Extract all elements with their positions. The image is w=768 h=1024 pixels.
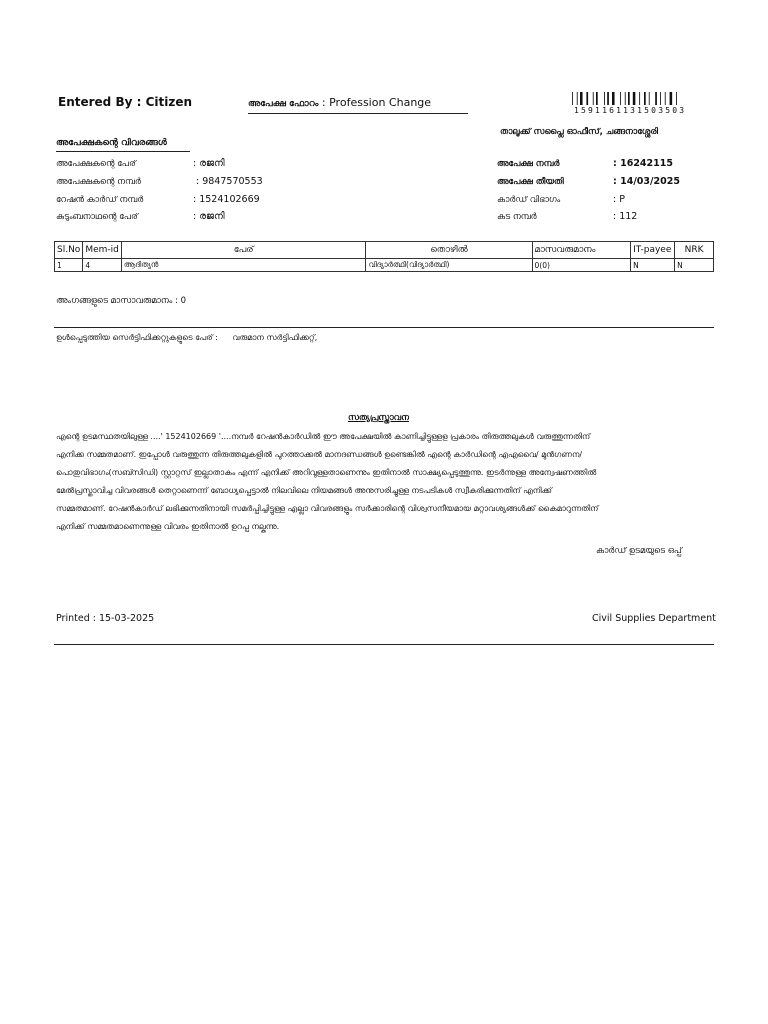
cell-sl-no: 1 bbox=[55, 259, 83, 272]
header-it-payee: IT-payee bbox=[631, 242, 675, 259]
cell-name: ആദിത്യൻ bbox=[121, 259, 366, 272]
applicant-name-label: അപേക്ഷകന്റെ പേര് bbox=[56, 159, 136, 169]
declaration-line: എന്റെ ഉടമസ്ഥതയിലുള്ള ....' 1524102669 '....നമ്പർ റേഷൻകാർഡിൽ ഈ അപേക്ഷയിൽ കാണിച്ചിട്ടുള്ളള പ്രകാരം തിരുത്തലുകൾ വരുത്തുന്നതിന് bbox=[56, 432, 591, 441]
ration-card-label: റേഷൻ കാർഡ് നമ്പർ bbox=[56, 195, 144, 205]
applicant-phone-value: : 9847570553 bbox=[196, 176, 263, 187]
ration-card-value: : 1524102669 bbox=[193, 194, 260, 205]
card-owner-signature: കാർഡ് ഉടമയുടെ ഒപ്പ് bbox=[596, 546, 682, 556]
cell-monthly-income: 0(0) bbox=[532, 259, 631, 272]
card-category-value: : P bbox=[613, 194, 625, 205]
form-type-value: : Profession Change bbox=[318, 96, 432, 109]
declaration-line: എനിക്ക സമ്മതമാണ്. ഇപ്പോൾ വരുത്തുന്ന തിരുത്തലുകളിൽ പുറത്താക്കൽ മാനദണ്ഡങ്ങൾ ഉണ്ടെങ്കിൽ എന്റെ കാർഡിന്റെ എഎവൈ/ മുൻഗണന/ bbox=[56, 450, 583, 459]
header-mem-id: Mem-id bbox=[83, 242, 122, 259]
printed-date: Printed : 15-03-2025 bbox=[56, 613, 155, 624]
declaration-line: മേൽപ്രസ്താവിച്ച വിവരങ്ങൾ തെറ്റാണെന്ന് ബോധ്യപ്പെട്ടാൽ നിലവിലെ നിയമങ്ങൾ അനുസരിച്ചുള്ള നടപടികൾ സ്വീകരിക്കുന്നതിന് എനിക്ക് bbox=[56, 486, 552, 495]
certificates-value: വരുമാന സർട്ടിഫിക്കറ്റ്, bbox=[232, 333, 318, 342]
department-name: Civil Supplies Department bbox=[592, 613, 716, 624]
declaration-line: സമ്മതമാണ്. റേഷൻകാർഡ് ലഭിക്കുന്നതിനായി സമർപ്പിച്ചിട്ടുള്ള എല്ലാ വിവരങ്ങളും സർക്കാരിന്റെ വിശ്വസനീയമായ മറ്റാവശ്യങ്ങൾക്ക് കൈമാറുന്നതിന് bbox=[56, 504, 599, 513]
entered-by: Entered By : Citizen bbox=[58, 95, 192, 109]
application-no-value: : 16242115 bbox=[613, 158, 673, 169]
cell-nrk: N bbox=[675, 259, 714, 272]
header-sl-no: Sl.No bbox=[55, 242, 83, 259]
barcode bbox=[572, 92, 707, 105]
shop-number-label: കട നമ്പർ bbox=[497, 212, 537, 222]
header-name: പേര് bbox=[121, 242, 366, 259]
header-nrk: NRK bbox=[675, 242, 714, 259]
application-date-value: : 14/03/2025 bbox=[613, 176, 680, 187]
applicant-phone-label: അപേക്ഷകന്റെ നമ്പർ bbox=[56, 177, 141, 187]
declaration-text bbox=[56, 428, 716, 536]
applicant-name-value: : രജനി bbox=[193, 158, 225, 169]
table-row bbox=[55, 259, 714, 272]
shop-number-value: : 112 bbox=[613, 211, 638, 222]
cell-mem-id: 4 bbox=[83, 259, 122, 272]
members-monthly-income: അംഗങ്ങളുടെ മാസാവരുമാനം : 0 bbox=[56, 296, 186, 306]
certificates-label: ഉൾപ്പെടുത്തിയ സെർട്ടിഫിക്കറ്റുകളുടെ പേര് : bbox=[56, 333, 218, 342]
declaration-line: പൊതുവിഭാഗം(സബ്സിഡി) സ്റ്റാറ്റസ് ഇല്ലാതാകം എന്ന് എനിക്ക് അറിവുള്ളതാണെന്നും ഇതിനാൽ സാക്ഷ്യപ്പെടുത്തുന്നു. ഇടർന്നുള്ള അന്വേഷണത്തിൽ bbox=[56, 468, 597, 477]
cell-occupation: വിദ്യാർത്ഥി(വിദ്യാർത്ഥി) bbox=[366, 259, 532, 272]
section-title-underline bbox=[56, 151, 190, 152]
family-head-label: കുടുംബനാഥന്റെ പേര് bbox=[56, 212, 138, 222]
card-category-label: കാർഡ് വിഭാഗം bbox=[497, 195, 561, 205]
form-type-label: അപേക്ഷ ഫോറം bbox=[248, 99, 319, 109]
barcode-number: 1591161131503503 bbox=[574, 106, 687, 115]
family-head-value: : രജനി bbox=[193, 211, 225, 222]
members-table bbox=[54, 241, 714, 272]
form-type-underline bbox=[248, 113, 468, 114]
taluk-office: താലൂക്ക് സപ്ലൈ ഓഫീസ്, ചങ്ങനാശ്ശേരി bbox=[500, 127, 658, 137]
applicant-section-title: അപേക്ഷകന്റെ വിവരങ്ങൾ bbox=[56, 138, 167, 148]
application-date-label: അപേക്ഷ തീയതി bbox=[497, 177, 564, 187]
cell-it-payee: N bbox=[631, 259, 675, 272]
members-table-header bbox=[55, 242, 714, 259]
header-occupation: തൊഴിൽ bbox=[366, 242, 532, 259]
certificates bbox=[56, 333, 317, 343]
application-no-label: അപേക്ഷ നമ്പർ bbox=[497, 159, 560, 169]
form-type bbox=[248, 96, 431, 109]
declaration-title: സത്യപ്രസ്താവന bbox=[348, 413, 409, 423]
declaration-line: എനിക്ക് സമ്മതമാണെന്നുള്ള വിവരം ഇതിനാൽ ഉറപ്പ നല്കുന്നു. bbox=[56, 522, 280, 531]
divider bbox=[54, 327, 714, 328]
footer-divider bbox=[54, 644, 714, 645]
header-monthly-income: മാസവരുമാനം bbox=[532, 242, 631, 259]
